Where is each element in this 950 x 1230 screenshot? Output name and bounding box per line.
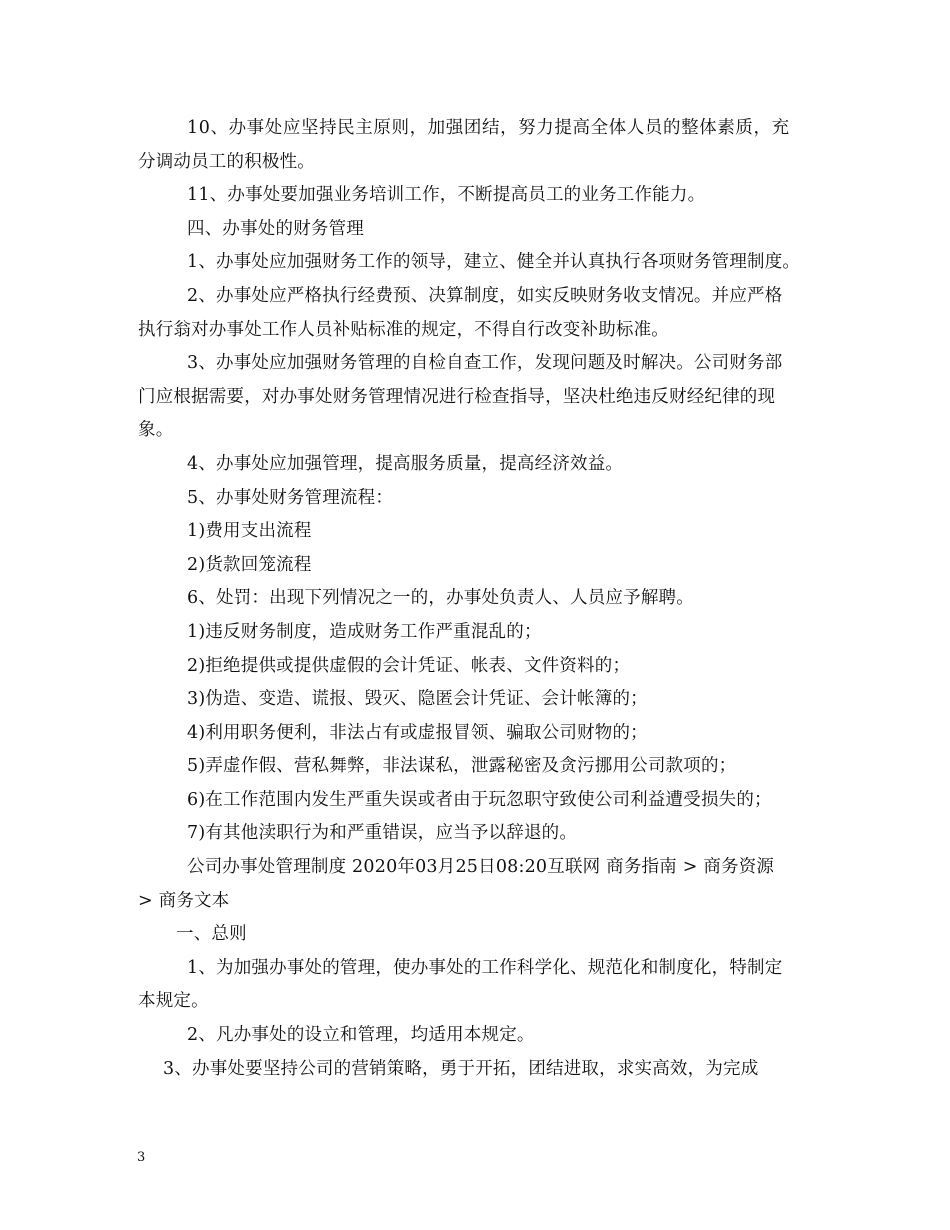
list-item: 3)伪造、变造、谎报、毁灭、隐匿会计凭证、会计帐簿的； (187, 689, 648, 710)
paragraph-line: 象。 (138, 420, 174, 441)
list-item: 1)费用支出流程 (187, 521, 312, 542)
paragraph-line: 11、办事处要加强业务培训工作，不断提高员工的业务工作能力。 (187, 185, 706, 206)
paragraph-line: 门应根据需要，对办事处财务管理情况进行检查指导，坚决杜绝违反财经纪律的现 (138, 386, 776, 407)
paragraph-line: 1、办事处应加强财务工作的领导，建立、健全并认真执行各项财务管理制度。 (187, 252, 801, 273)
paragraph-line: 执行翁对办事处工作人员补贴标准的规定，不得自行改变补助标准。 (138, 319, 669, 340)
page-number: 3 (137, 1150, 146, 1165)
list-item: 5)弄虚作假、营私舞弊，非法谋私，泄露秘密及贪污挪用公司款项的； (187, 756, 737, 777)
list-item: 1)违反财务制度，造成财务工作严重混乱的； (187, 621, 542, 642)
paragraph-line: 3、办事处应加强财务管理的自检自查工作，发现问题及时解决。公司财务部 (187, 353, 783, 374)
paragraph-line: 本规定。 (138, 991, 209, 1012)
paragraph-line: 3、办事处要坚持公司的营销策略，勇于开拓，团结进取，求实高效，为完成 (163, 1058, 759, 1079)
paragraph-line: 6、处罚：出现下列情况之一的，办事处负责人、人员应予解聘。 (187, 588, 694, 609)
paragraph-line: 2、办事处应严格执行经费预、决算制度，如实反映财务收支情况。并应严格 (187, 285, 783, 306)
source-line: > 商务文本 (138, 890, 230, 911)
list-item: 4)利用职务便利，非法占有或虚报冒领、骗取公司财物的； (187, 722, 648, 743)
document-body (138, 112, 814, 1086)
paragraph-line: 1、为加强办事处的管理，使办事处的工作科学化、规范化和制度化，特制定 (187, 957, 783, 978)
paragraph-line: 分调动员工的积极性。 (138, 151, 315, 172)
paragraph-line: 5、办事处财务管理流程： (187, 487, 394, 508)
paragraph-line: 4、办事处应加强管理，提高服务质量，提高经济效益。 (187, 453, 624, 474)
list-item: 2)拒绝提供或提供虚假的会计凭证、帐表、文件资料的； (187, 655, 631, 676)
list-item: 2)货款回笼流程 (187, 554, 312, 575)
paragraph-line: 10、办事处应坚持民主原则，加强团结，努力提高全体人员的整体素质，充 (187, 118, 790, 138)
list-item: 7)有其他渎职行为和严重错误，应当予以辞退的。 (187, 823, 578, 844)
section-heading: 一、总则 (176, 924, 247, 945)
source-line: 公司办事处管理制度 2020年03月25日08:20互联网 商务指南 > 商务资源 (187, 857, 775, 878)
list-item: 6)在工作范围内发生严重失误或者由于玩忽职守致使公司利益遭受损失的； (187, 789, 772, 810)
section-heading: 四、办事处的财务管理 (187, 218, 364, 239)
paragraph-line: 2、凡办事处的设立和管理，均适用本规定。 (187, 1025, 535, 1046)
